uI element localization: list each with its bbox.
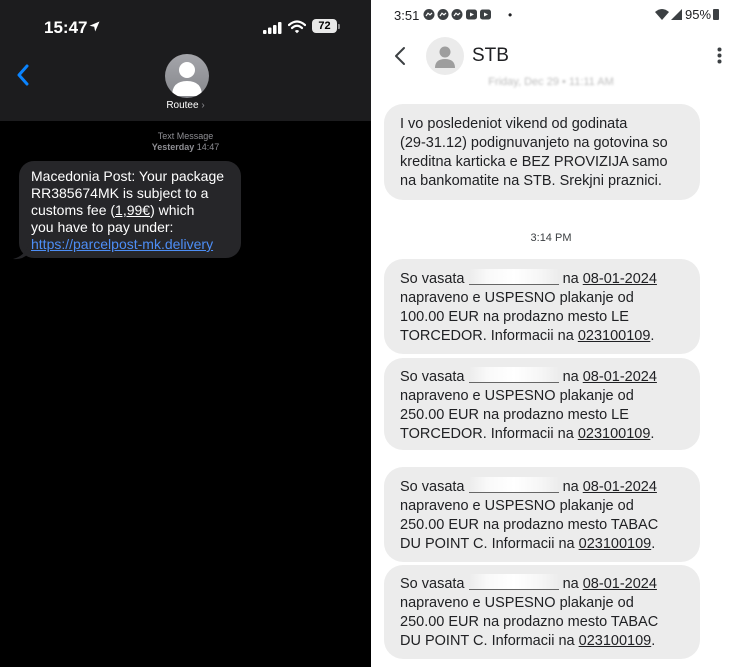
message-text <box>400 115 700 191</box>
message-fragment: So vasata <box>400 576 465 592</box>
message-fragment: TORCEDOR. Informacii na <box>400 426 574 442</box>
battery-cap <box>338 24 340 29</box>
message-fragment: . <box>650 328 655 344</box>
message-line: I vo posledeniot vikend od godinata <box>400 116 628 132</box>
phone-link[interactable]: 023100109 <box>578 633 652 649</box>
redacted-card-number <box>469 269 559 285</box>
date-link[interactable]: 08-01-2024 <box>582 576 657 592</box>
message-fragment: na <box>562 576 579 592</box>
contact-name-label: Routee <box>166 100 199 111</box>
back-arrow-icon[interactable] <box>393 46 406 66</box>
phishing-link[interactable]: https://parcelpost-mk.delivery <box>31 236 214 252</box>
ios-status-time: 15:47 <box>44 18 88 37</box>
transaction-message <box>400 574 700 651</box>
person-silhouette-icon <box>426 37 464 75</box>
contact-name[interactable] <box>0 100 371 111</box>
message-fragment: . <box>651 536 656 552</box>
message-line: 250.00 EUR na prodazno mesto TABAC <box>400 517 659 533</box>
cellular-signal-icon <box>671 9 682 20</box>
location-arrow-icon <box>89 21 100 32</box>
message-fragment: customs fee ( <box>31 202 116 218</box>
more-notifications-dot: • <box>508 8 513 22</box>
timestamp: 3:14 PM <box>530 232 572 244</box>
wifi-icon <box>288 20 306 34</box>
message-fragment: So vasata <box>400 479 465 495</box>
message-meta <box>0 131 371 153</box>
message-line <box>400 574 700 594</box>
messenger-icon <box>424 9 435 20</box>
message-line: napraveno e USPESNO plakanje od <box>400 498 634 514</box>
message-line: Macedonia Post: Your package <box>31 168 225 184</box>
phone-link[interactable]: 023100109 <box>577 328 651 344</box>
battery-indicator: 72 <box>312 19 337 33</box>
transaction-message <box>400 269 700 346</box>
message-line: 250.00 EUR na prodazno mesto TABAC <box>400 614 659 630</box>
more-options-icon[interactable] <box>717 47 722 64</box>
avatar[interactable] <box>165 54 209 98</box>
message-line: napraveno e USPESNO plakanje od <box>400 595 634 611</box>
message-datetime <box>0 142 371 153</box>
message-fragment: TORCEDOR. Informacii na <box>400 328 574 344</box>
message-time: 14:47 <box>196 142 220 152</box>
fee-amount[interactable]: 1,99€ <box>115 202 151 218</box>
message-line <box>400 535 700 554</box>
message-fragment: So vasata <box>400 369 465 385</box>
message-fragment: DU POINT C. Informacii na <box>400 536 575 552</box>
transaction-message <box>400 477 700 554</box>
message-line: RR385674MK is subject to a <box>31 185 209 201</box>
youtube-icon <box>480 10 491 20</box>
date-link[interactable]: 08-01-2024 <box>582 369 657 385</box>
message-line <box>400 425 700 444</box>
youtube-icon <box>466 10 477 20</box>
message-line: kreditna karticka e BEZ PROVIZIJA samo <box>400 154 668 170</box>
contact-name[interactable]: STB <box>472 45 509 66</box>
message-fragment: na <box>562 369 579 385</box>
message-type-label: Text Message <box>157 131 214 141</box>
date-link[interactable]: 08-01-2024 <box>582 271 657 287</box>
wifi-icon <box>655 9 669 20</box>
faded-date-header: Friday, Dec 29 • 11:11 AM <box>488 76 614 88</box>
message-line <box>400 632 700 651</box>
message-fragment: na <box>562 479 579 495</box>
phone-link[interactable]: 023100109 <box>578 536 652 552</box>
message-date-label: Yesterday <box>151 142 195 152</box>
android-status-time: 3:51 <box>394 8 420 23</box>
message-line <box>400 367 700 387</box>
messenger-icon <box>452 9 463 20</box>
bubble-tail <box>13 244 29 260</box>
avatar[interactable] <box>426 37 464 75</box>
redacted-card-number <box>469 574 559 590</box>
chevron-right-icon: › <box>201 100 205 111</box>
android-screenshot <box>373 0 729 667</box>
message-fragment: ) which <box>150 202 195 218</box>
message-line: 100.00 EUR na prodazno mesto LE <box>400 309 629 325</box>
message-line <box>400 477 700 497</box>
message-line: napraveno e USPESNO plakanje od <box>400 290 634 306</box>
message-line <box>400 269 700 289</box>
transaction-message <box>400 367 700 444</box>
message-fragment: . <box>651 633 656 649</box>
message-line: 250.00 EUR na prodazno mesto LE <box>400 407 629 423</box>
message-fragment: na <box>562 271 579 287</box>
message-line <box>31 202 246 219</box>
message-line <box>400 327 700 346</box>
notification-icons <box>423 8 505 21</box>
redacted-card-number <box>469 477 559 493</box>
messenger-icon <box>438 9 449 20</box>
message-line: (29-31.12) podignuvanjeto na gotovina so <box>400 135 668 151</box>
message-fragment: DU POINT C. Informacii na <box>400 633 575 649</box>
date-link[interactable]: 08-01-2024 <box>582 479 657 495</box>
phone-link[interactable]: 023100109 <box>577 426 651 442</box>
message-fragment: So vasata <box>400 271 465 287</box>
message-line: you have to pay under: <box>31 219 174 235</box>
person-silhouette-icon <box>165 54 209 98</box>
cellular-signal-icon <box>263 22 283 34</box>
message-fragment: . <box>650 426 655 442</box>
message-line: napraveno e USPESNO plakanje od <box>400 388 634 404</box>
redacted-card-number <box>469 367 559 383</box>
battery-percent: 95% <box>685 7 712 22</box>
battery-icon <box>713 9 719 20</box>
message-line: na bankomatite na STB. Srekjni praznici. <box>400 173 662 189</box>
back-chevron-icon[interactable] <box>16 64 30 86</box>
message-text <box>31 168 246 253</box>
